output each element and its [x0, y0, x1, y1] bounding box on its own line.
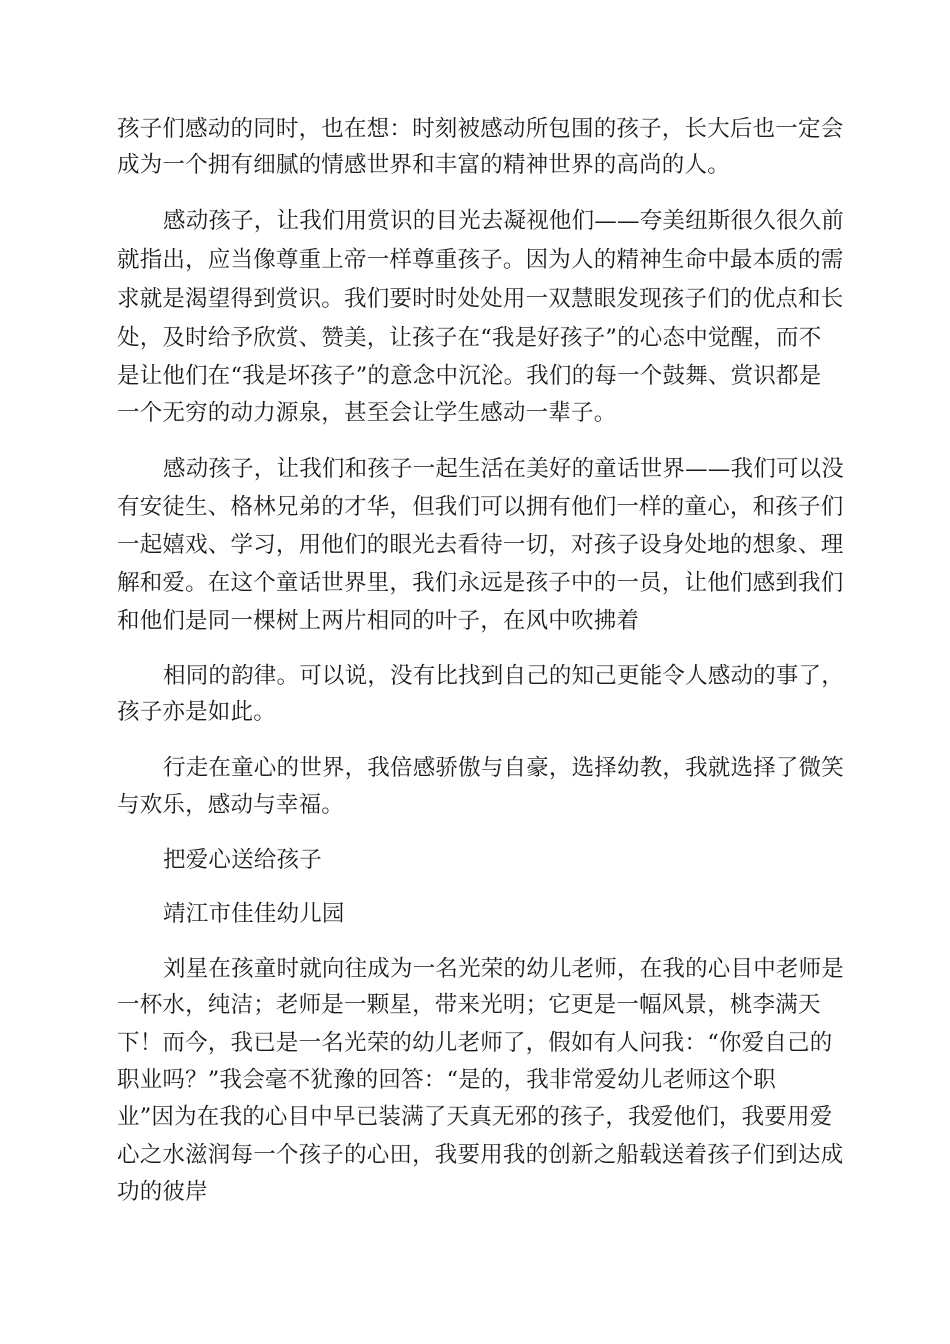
text-line: 解和爱。在这个童话世界里，我们永远是孩子中的一员，让他们感到我们	[117, 570, 844, 596]
text-line: 功的彼岸	[117, 1179, 208, 1205]
text-line: 业”因为在我的心目中早已装满了天真无邪的孩子，我爱他们，我要用爱	[117, 1104, 833, 1130]
text-line: 刘星在孩童时就向往成为一名光荣的幼儿老师，在我的心目中老师是	[163, 956, 845, 982]
text-line: 和他们是同一棵树上两片相同的叶子，在风中吹拂着	[117, 608, 640, 634]
text-line: 心之水滋润每一个孩子的心田，我要用我的创新之船载送着孩子们到达成	[117, 1142, 844, 1168]
text-line: 一起嬉戏、学习，用他们的眼光去看待一切，对孩子设身处地的想象、理	[117, 532, 844, 558]
text-line: 感动孩子，让我们和孩子一起生活在美好的童话世界——我们可以没	[163, 456, 845, 482]
text-line: 孩子亦是如此。	[117, 699, 276, 725]
text-line: 下！而今，我已是一名光荣的幼儿老师了，假如有人问我：“你爱自己的	[117, 1030, 833, 1056]
text-line: 成为一个拥有细腻的情感世界和丰富的精神世界的高尚的人。	[117, 152, 730, 178]
text-line: 相同的韵律。可以说，没有比找到自己的知己更能令人感动的事了，	[163, 663, 845, 689]
text-line: 职业吗？”我会毫不犹豫的回答：“是的，我非常爱幼儿老师这个职	[117, 1067, 777, 1093]
text-line: 求就是渴望得到赏识。我们要时时处处用一双慧眼发现孩子们的优点和长	[117, 286, 844, 312]
text-line: 有安徒生、格林兄弟的才华，但我们可以拥有他们一样的童心，和孩子们	[117, 494, 844, 520]
text-line: 处，及时给予欣赏、赞美，让孩子在“我是好孩子”的心态中觉醒，而不	[117, 325, 822, 351]
text-line: 一杯水，纯洁；老师是一颗星，带来光明；它更是一幅风景，桃李满天	[117, 992, 821, 1018]
section-title: 把爱心送给孩子	[163, 847, 322, 873]
text-line: 与欢乐，感动与幸福。	[117, 792, 345, 818]
text-line: 一个无穷的动力源泉，甚至会让学生感动一辈子。	[117, 400, 617, 426]
author-affiliation: 靖江市佳佳幼儿园	[163, 901, 345, 927]
text-line: 感动孩子，让我们用赏识的目光去凝视他们——夸美纽斯很久很久前	[163, 208, 845, 234]
text-line: 行走在童心的世界，我倍感骄傲与自豪，选择幼教，我就选择了微笑	[163, 755, 845, 781]
text-line: 是让他们在“我是坏孩子”的意念中沉沦。我们的每一个鼓舞、赏识都是	[117, 363, 822, 389]
text-line: 就指出，应当像尊重上帝一样尊重孩子。因为人的精神生命中最本质的需	[117, 247, 844, 273]
text-line: 孩子们感动的同时，也在想：时刻被感动所包围的孩子，长大后也一定会	[117, 116, 844, 142]
